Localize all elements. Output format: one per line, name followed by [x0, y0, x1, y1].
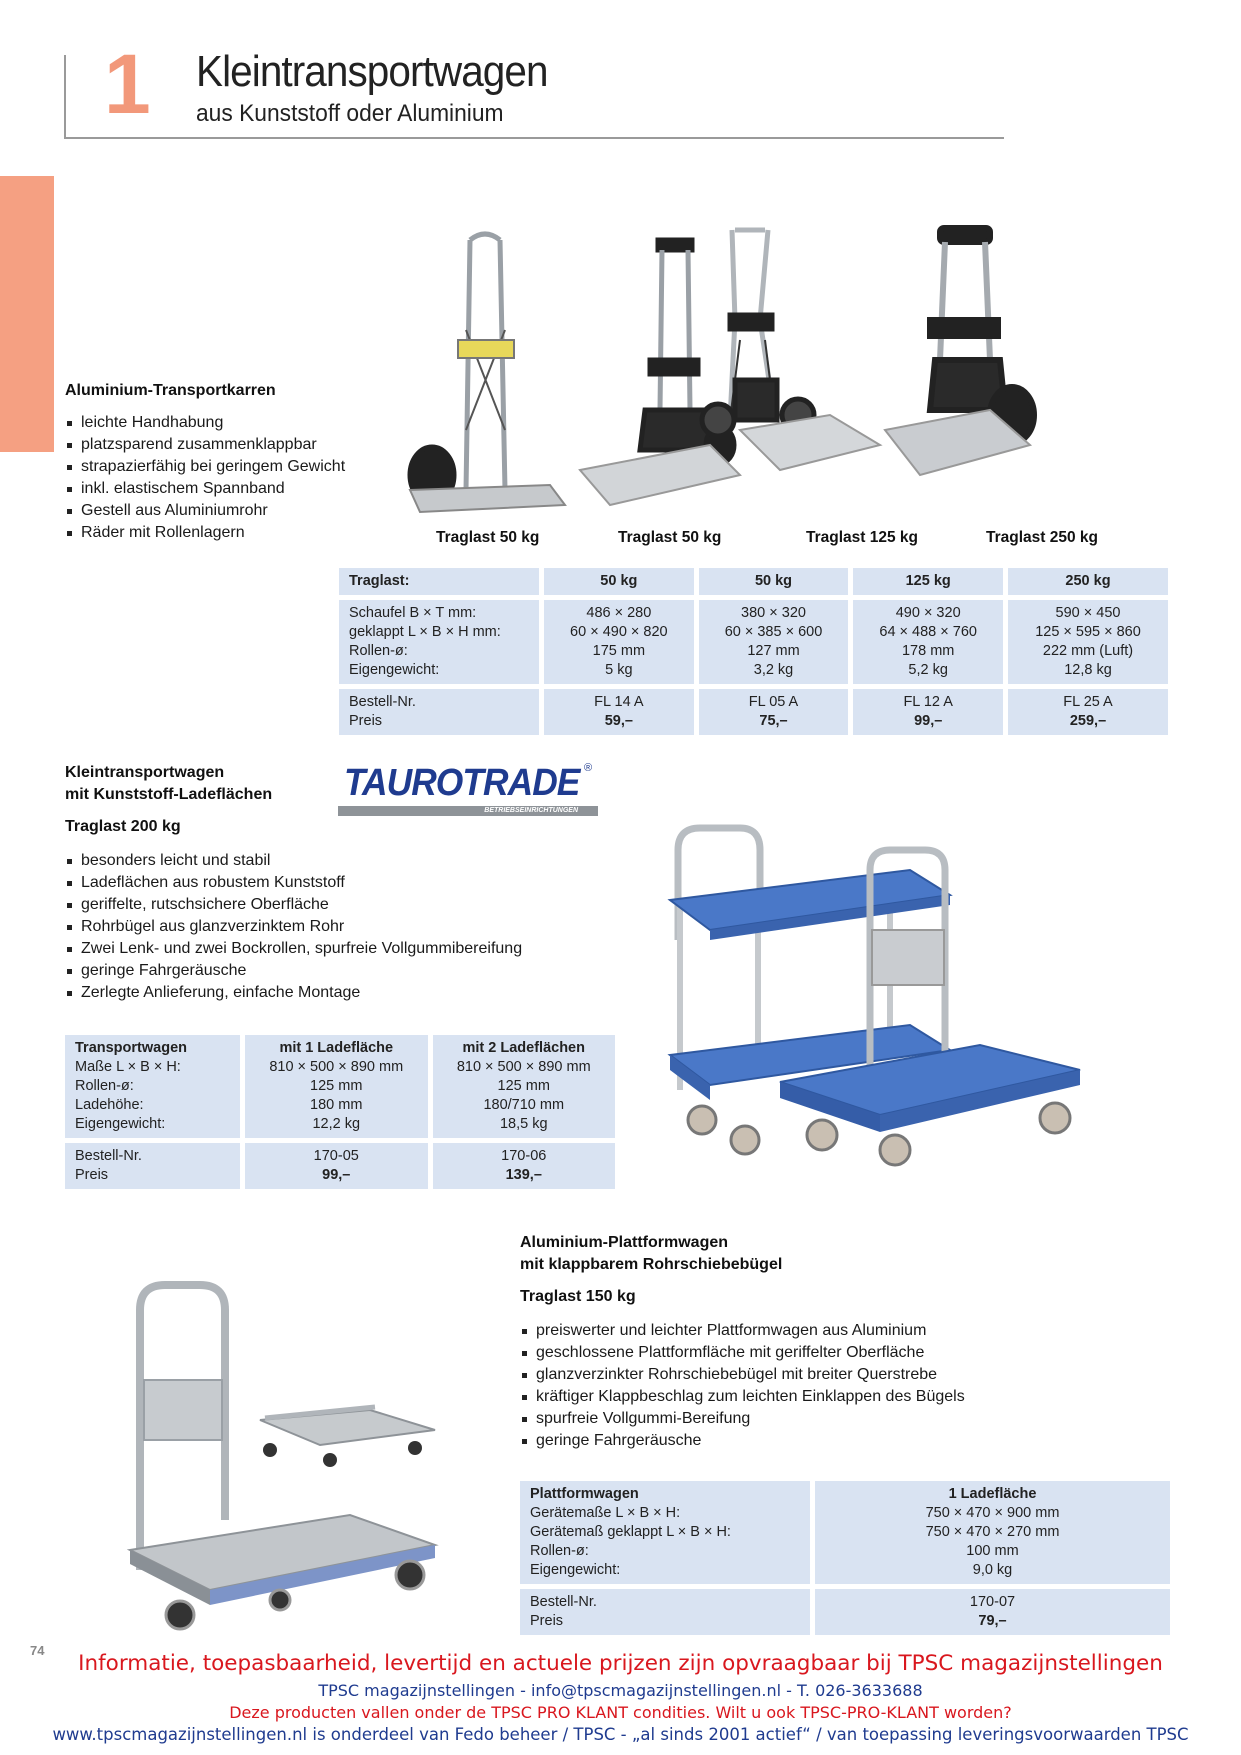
- table-header-label: Plattformwagen: [530, 1486, 639, 1502]
- hand-truck-1-image: [410, 234, 565, 512]
- spec-value: 3,2 kg: [753, 662, 794, 678]
- spec-labels: [520, 1481, 810, 1584]
- list-item: geschlossene Plattformfläche mit geriffelter Oberfläche: [520, 1342, 965, 1364]
- order-label: Bestell-Nr.: [75, 1148, 142, 1164]
- list-item: inkl. elastischem Spannband: [65, 478, 345, 500]
- spec-label: Gerätemaße L × B × H:: [530, 1505, 681, 1521]
- footer-website-line: www.tpscmagazijnstellingen.nl is onderdeel van Fedo beheer / TPSC - „al sinds 2001 actief“ / van toepassing leveringsvoorwaarden TPSC: [52, 1725, 1189, 1744]
- spec-label: Maße L × B × H:: [75, 1059, 181, 1075]
- caption-truck-4: Traglast 250 kg: [986, 529, 1099, 546]
- order-cell: [544, 689, 694, 735]
- spec-label: geklappt L × B × H mm:: [349, 624, 501, 640]
- spec-value: 175 mm: [592, 643, 646, 659]
- section1-heading: Aluminium-Transportkarren: [65, 382, 276, 399]
- spec-value: 750 × 470 × 900 mm: [925, 1505, 1060, 1521]
- order-number: FL 12 A: [903, 694, 953, 710]
- section3-heading: [520, 1232, 782, 1276]
- list-item: Zwei Lenk- und zwei Bockrollen, spurfreie Vollgummibereifung: [65, 938, 522, 960]
- table-row: [520, 1589, 1170, 1635]
- order-number: 170-05: [313, 1148, 359, 1164]
- spec-value: 12,8 kg: [1064, 662, 1112, 678]
- list-item: Zerlegte Anlieferung, einfache Montage: [65, 982, 522, 1004]
- spec-value: 125 mm: [497, 1078, 550, 1094]
- spec-value: 100 mm: [966, 1543, 1019, 1559]
- price: 99,–: [322, 1167, 351, 1183]
- section3-heading-line2: mit klappbarem Rohrschiebebügel: [520, 1256, 783, 1273]
- order-labels: [65, 1143, 240, 1189]
- list-item: spurfreie Vollgummi-Bereifung: [520, 1408, 965, 1430]
- list-item: Gestell aus Aluminiumrohr: [65, 500, 345, 522]
- spec-label: Schaufel B × T mm:: [349, 605, 477, 621]
- chapter-tab-marker: [0, 176, 54, 452]
- table-header-cell: 50 kg: [699, 568, 849, 595]
- order-number: 170-06: [501, 1148, 547, 1164]
- section1-bullets: [65, 412, 345, 544]
- spec-value: 180/710 mm: [483, 1097, 565, 1113]
- spec-value: 750 × 470 × 270 mm: [925, 1524, 1060, 1540]
- order-number: FL 14 A: [594, 694, 644, 710]
- order-number: FL 05 A: [748, 694, 799, 710]
- order-cell: [699, 689, 849, 735]
- list-item: strapazierfähig bei geringem Gewicht: [65, 456, 345, 478]
- list-item: platzsparend zusammenklappbar: [65, 434, 345, 456]
- table-header-cell: mit 2 Ladeflächen: [462, 1040, 585, 1056]
- hand-truck-images: [380, 220, 1100, 520]
- spec-cell: [699, 600, 849, 684]
- hand-truck-2-image: [580, 240, 740, 505]
- table-row: [339, 689, 1168, 735]
- order-labels: [339, 689, 539, 735]
- table-row: [520, 1481, 1170, 1584]
- table-header-cell: 250 kg: [1008, 568, 1168, 595]
- aluminium-platform-cart-image: [80, 1270, 450, 1640]
- spec-cell: [1008, 600, 1168, 684]
- section2-heading-line1: Kleintransportwagen: [65, 764, 225, 781]
- spec-cell: [433, 1035, 616, 1138]
- price: 59,–: [604, 713, 633, 729]
- spec-value: 810 × 500 × 890 mm: [269, 1059, 404, 1075]
- table-header-cell: 50 kg: [544, 568, 694, 595]
- table-header-cell: 125 kg: [853, 568, 1003, 595]
- order-number: 170-07: [969, 1594, 1016, 1610]
- price: 79,–: [978, 1613, 1007, 1629]
- section2-heading-line2: mit Kunststoff-Ladeflächen: [65, 786, 273, 803]
- spec-value: 490 × 320: [895, 605, 961, 621]
- price-label: Preis: [530, 1613, 564, 1629]
- order-cell: [1008, 689, 1168, 735]
- order-label: Bestell-Nr.: [530, 1594, 597, 1610]
- section2-heading: [65, 762, 272, 806]
- spec-cell: [815, 1481, 1170, 1584]
- page-title: Kleintransportwagen: [196, 47, 548, 96]
- list-item: preiswerter und leichter Plattformwagen aus Aluminium: [520, 1320, 965, 1342]
- spec-value: 178 mm: [901, 643, 955, 659]
- spec-cell: [544, 600, 694, 684]
- table-header-label: Traglast:: [339, 568, 539, 595]
- order-number: FL 25 A: [1063, 694, 1113, 710]
- spec-value: 5 kg: [605, 662, 633, 678]
- footer-conditions-line: Deze producten vallen onder de TPSC PRO KLANT condities. Wilt u ook TPSC-PRO-KLANT worden?: [229, 1703, 1012, 1722]
- price: 259,–: [1069, 713, 1107, 729]
- list-item: geringe Fahrgeräusche: [65, 960, 522, 982]
- hand-truck-3-image: [702, 230, 880, 470]
- platform-carts-image: [650, 820, 1170, 1170]
- footer-info-line: Informatie, toepasbaarheid, levertijd en actuele prijzen zijn opvraagbaar bij TPSC magazijnstellingen: [78, 1651, 1163, 1676]
- brand-name: TAUROTRADE: [344, 762, 580, 804]
- caption-truck-2: Traglast 50 kg: [618, 529, 722, 546]
- section3-heading-line1: Aluminium-Plattformwagen: [520, 1234, 729, 1251]
- caption-truck-3: Traglast 125 kg: [806, 529, 919, 546]
- price-label: Preis: [75, 1167, 109, 1183]
- table-header-cell: 1 Ladefläche: [948, 1486, 1037, 1502]
- order-cell: [245, 1143, 428, 1189]
- list-item: Rohrbügel aus glanzverzinktem Rohr: [65, 916, 522, 938]
- spec-value: 380 × 320: [741, 605, 806, 621]
- table-row: [65, 1035, 615, 1138]
- caption-truck-1: Traglast 50 kg: [436, 529, 540, 546]
- spec-label: Eigengewicht:: [349, 662, 440, 678]
- spec-label: Gerätemaß geklappt L × B × H:: [530, 1524, 731, 1540]
- spec-value: 60 × 385 × 600: [724, 624, 823, 640]
- section3-load: Traglast 150 kg: [520, 1288, 636, 1305]
- price: 75,–: [759, 713, 788, 729]
- spec-value: 590 × 450: [1055, 605, 1121, 621]
- list-item: kräftiger Klappbeschlag zum leichten Einklappen des Bügels: [520, 1386, 965, 1408]
- table-header-cell: mit 1 Ladefläche: [279, 1040, 394, 1056]
- list-item: Ladeflächen aus robustem Kunststoff: [65, 872, 522, 894]
- spec-value: 810 × 500 × 890 mm: [456, 1059, 591, 1075]
- table-row: [339, 600, 1168, 684]
- taurotrade-logo: [338, 760, 600, 818]
- list-item: Räder mit Rollenlagern: [65, 522, 345, 544]
- spec-value: 180 mm: [310, 1097, 363, 1113]
- spec-label: Rollen-ø:: [349, 643, 408, 659]
- spec-value: 486 × 280: [586, 605, 652, 621]
- spec-label: Eigengewicht:: [75, 1116, 166, 1132]
- spec-labels: [339, 600, 539, 684]
- spec-value: 5,2 kg: [908, 662, 948, 678]
- spec-label: Eigengewicht:: [530, 1562, 621, 1578]
- chapter-number: 1: [104, 37, 151, 131]
- brand-bar: [338, 806, 598, 816]
- spec-value: 60 × 490 × 820: [570, 624, 668, 640]
- order-cell: [853, 689, 1003, 735]
- brand-registered-mark: ®: [584, 762, 593, 774]
- spec-label: Ladehöhe:: [75, 1097, 144, 1113]
- spec-cell: [853, 600, 1003, 684]
- spec-label: Rollen-ø:: [75, 1078, 134, 1094]
- section3-bullets: [520, 1320, 965, 1452]
- table-header-label: Transportwagen: [75, 1040, 187, 1056]
- hand-truck-4-image: [885, 228, 1034, 475]
- section2-bullets: [65, 850, 522, 1004]
- page-subtitle: aus Kunststoff oder Aluminium: [196, 100, 504, 127]
- spec-value: 222 mm (Luft): [1042, 643, 1134, 659]
- section1-spec-table: [334, 563, 1173, 740]
- section2-load: Traglast 200 kg: [65, 818, 181, 835]
- table-row: [65, 1143, 615, 1189]
- list-item: besonders leicht und stabil: [65, 850, 522, 872]
- list-item: leichte Handhabung: [65, 412, 345, 434]
- order-cell: [815, 1589, 1170, 1635]
- spec-cell: [245, 1035, 428, 1138]
- section2-spec-table: [60, 1030, 620, 1194]
- spec-value: 125 mm: [310, 1078, 363, 1094]
- section3-spec-table: [515, 1476, 1175, 1640]
- spec-value: 9,0 kg: [972, 1562, 1013, 1578]
- spec-value: 12,2 kg: [312, 1116, 361, 1132]
- list-item: glanzverzinkter Rohrschiebebügel mit breiter Querstrebe: [520, 1364, 965, 1386]
- footer-contact-line: TPSC magazijnstellingen - info@tpscmagazijnstellingen.nl - T. 026-3633688: [318, 1681, 923, 1700]
- order-cell: [433, 1143, 616, 1189]
- spec-label: Rollen-ø:: [530, 1543, 589, 1559]
- price-label: Preis: [349, 713, 383, 729]
- spec-value: 125 × 595 × 860: [1035, 624, 1141, 640]
- table-row: [339, 568, 1168, 595]
- spec-value: 127 mm: [747, 643, 800, 659]
- order-label: Bestell-Nr.: [349, 694, 416, 710]
- order-labels: [520, 1589, 810, 1635]
- header-divider-horizontal: [64, 137, 1004, 139]
- brand-tagline: BETRIEBSEINRICHTUNGEN: [484, 807, 578, 814]
- spec-labels: [65, 1035, 240, 1138]
- spec-value: 64 × 488 × 760: [879, 624, 977, 640]
- list-item: geriffelte, rutschsichere Oberfläche: [65, 894, 522, 916]
- header-divider-vertical: [64, 55, 66, 137]
- page-number: 74: [30, 1643, 45, 1658]
- list-item: geringe Fahrgeräusche: [520, 1430, 965, 1452]
- price: 139,–: [505, 1167, 542, 1183]
- price: 99,–: [914, 713, 943, 729]
- spec-value: 18,5 kg: [499, 1116, 548, 1132]
